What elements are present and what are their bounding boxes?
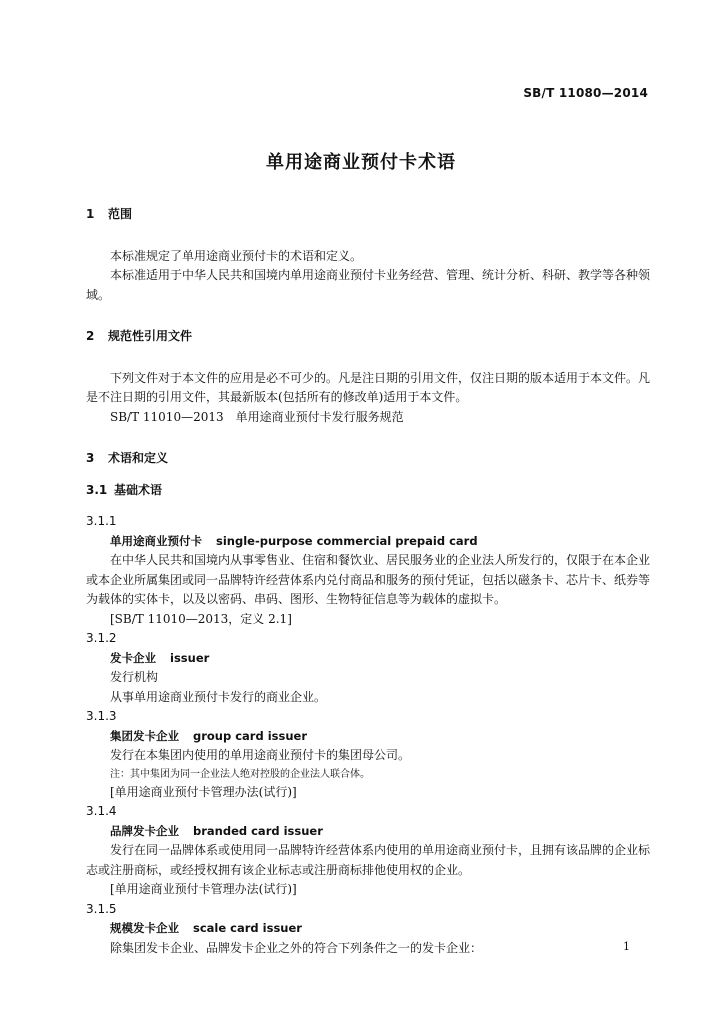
term-definition: 发行在同一品牌体系或使用同一品牌特许经营体系内使用的单用途商业预付卡，且拥有该品牌的企业标志或注册商标，或经授权拥有该企业标志或注册商标排他使用权的企业。 <box>86 843 651 877</box>
term-definition: 从事单用途商业预付卡发行的商业企业。 <box>110 689 327 704</box>
term-chinese: 集团发卡企业 <box>110 728 179 743</box>
term-english: issuer <box>170 650 210 665</box>
term-chinese: 单用途商业预付卡 <box>110 533 202 548</box>
term-english: single-purpose commercial prepaid card <box>216 533 478 548</box>
term-source: [SB/T 11010—2013，定义 2.1] <box>110 611 292 626</box>
document-body <box>86 205 650 958</box>
term-heading <box>86 649 650 669</box>
page-number: 1 <box>623 940 630 953</box>
section-number: 1 <box>86 207 95 221</box>
term-heading <box>86 919 650 939</box>
section-heading-2 <box>86 327 650 347</box>
term-number: 3.1.5 <box>86 901 117 916</box>
term-definition: 除集团发卡企业、品牌发卡企业之外的符合下列条件之一的发卡企业： <box>110 940 483 955</box>
term-number: 3.1.2 <box>86 631 117 645</box>
section-title: 范围 <box>108 207 133 221</box>
term-source: [单用途商业预付卡管理办法(试行)] <box>110 784 297 799</box>
term-number: 3.1.3 <box>86 709 117 723</box>
document-title: 单用途商业预付卡术语 <box>266 152 456 173</box>
term-english: scale card issuer <box>193 921 302 935</box>
term-heading <box>86 727 650 747</box>
section-title: 术语和定义 <box>108 451 169 465</box>
paragraph: 本标准适用于中华人民共和国境内单用途商业预付卡业务经营、管理、统计分析、科研、教学等各种领域。 <box>86 268 651 302</box>
section-heading-3 <box>86 449 650 469</box>
term-note: 注：其中集团为同一企业法人绝对控股的企业法人联合体。 <box>110 768 370 780</box>
term-english: group card issuer <box>193 728 308 743</box>
normative-reference: SB/T 11010—2013 单用途商业预付卡发行服务规范 <box>110 409 404 424</box>
term-number: 3.1.4 <box>86 804 117 818</box>
term-heading <box>86 822 650 842</box>
term-definition: 发行在本集团内使用的单用途商业预付卡的集团母公司。 <box>110 748 411 762</box>
section-heading-1 <box>86 205 650 225</box>
term-number: 3.1.1 <box>86 514 117 528</box>
section-number: 2 <box>86 329 95 343</box>
term-source: [单用途商业预付卡管理办法(试行)] <box>110 882 297 896</box>
section-number: 3.1 <box>86 482 108 497</box>
term-chinese: 规模发卡企业 <box>110 921 179 935</box>
paragraph: 本标准规定了单用途商业预付卡的术语和定义。 <box>110 248 363 263</box>
section-title: 规范性引用文件 <box>108 329 193 343</box>
subsection-heading-3-1 <box>86 481 650 501</box>
paragraph: 下列文件对于本文件的应用是必不可少的。凡是注日期的引用文件，仅注日期的版本适用于本文件。凡是不注日期的引用文件，其最新版本(包括所有的修改单)适用于本文件。 <box>86 370 651 404</box>
term-chinese: 发卡企业 <box>110 650 156 665</box>
standard-code: SB/T 11080—2014 <box>523 86 648 100</box>
section-number: 3 <box>86 451 95 465</box>
term-english: branded card issuer <box>193 823 323 838</box>
term-heading <box>86 532 650 552</box>
term-chinese: 品牌发卡企业 <box>110 823 179 838</box>
term-definition: 在中华人民共和国境内从事零售业、住宿和餐饮业、居民服务业的企业法人所发行的，仅限于在本企业或本企业所属集团或同一品牌特许经营体系内兑付商品和服务的预付凭证，包括以磁条卡、芯片卡、纸券等为载体的实体卡，以及以密码、串码、图形、生物特征信息等为载体的虚拟卡。 <box>86 553 651 606</box>
section-title: 基础术语 <box>114 482 163 497</box>
term-synonym: 发行机构 <box>110 670 159 684</box>
